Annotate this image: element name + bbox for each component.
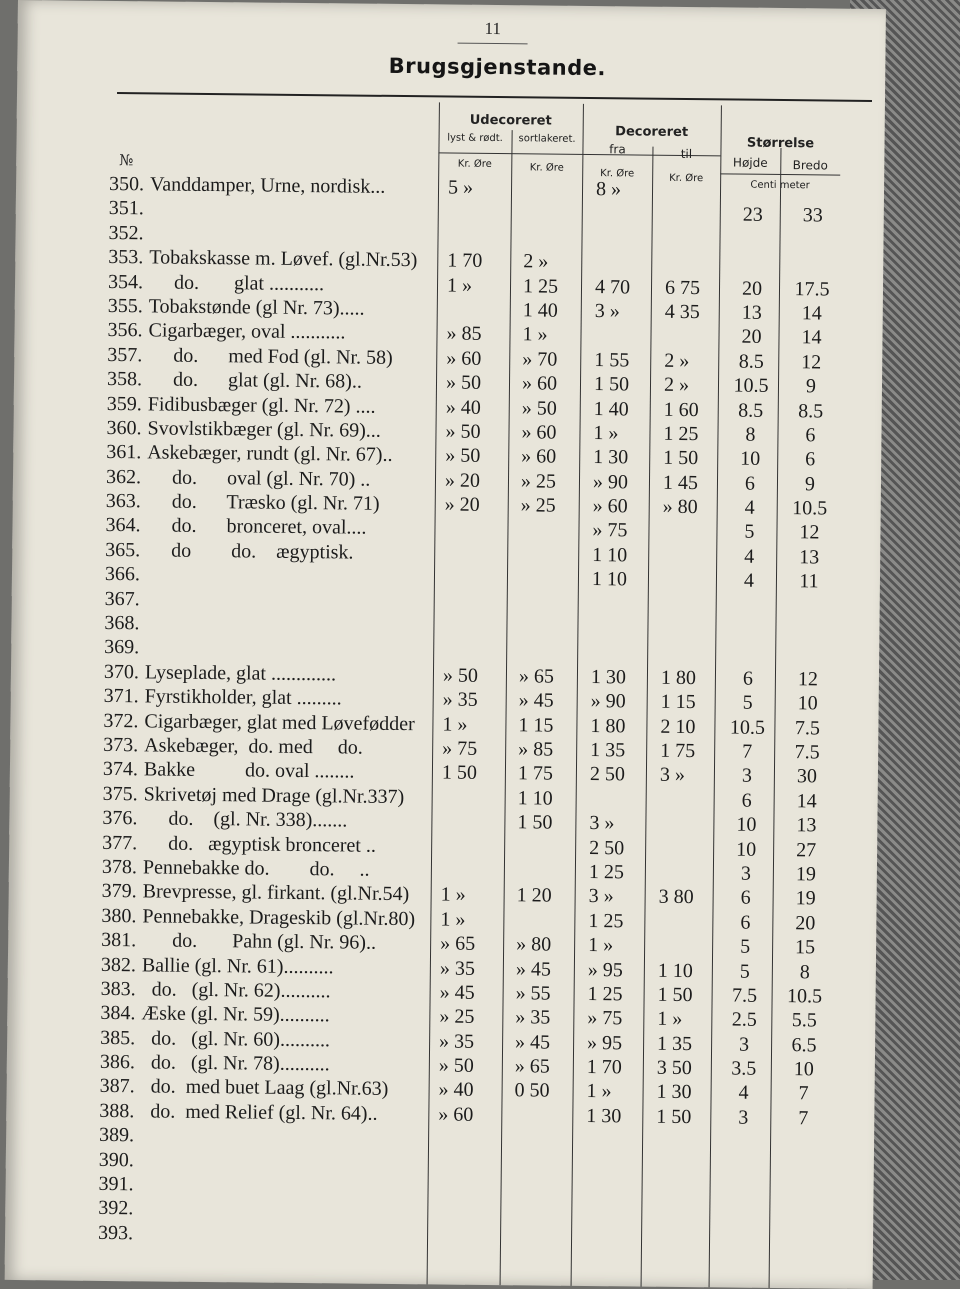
cell-h [728, 228, 778, 229]
cell-h: 3.5 [731, 1057, 757, 1080]
cell-no: 381. [101, 929, 137, 952]
cell-b: 7.5 [794, 741, 820, 764]
cell-desc: do. oval (gl. Nr. 70) .. [146, 466, 371, 491]
cell-no: 355. [107, 294, 143, 318]
cell-no: 371. [103, 685, 139, 708]
cell-h: 3 [738, 1033, 750, 1056]
cell-til: 1 60 [663, 398, 699, 421]
cell-desc: do. (gl. Nr. 60).......... [141, 1027, 331, 1051]
cell-h: 20 [741, 277, 763, 300]
header-kr-ore: Kr. Øre [600, 168, 635, 180]
cell-u2: » 55 [515, 982, 551, 1005]
cell-u1: » 20 [444, 493, 480, 516]
cell-desc: Lyseplade, glat ............. [144, 661, 337, 686]
cell-h: 20 [741, 325, 762, 349]
cell-fra: 1 10 [591, 568, 628, 591]
cell-fra: » 90 [590, 690, 626, 713]
cell-desc: Æske (gl. Nr. 59).......... [141, 1002, 330, 1027]
cell-fra: 1 35 [590, 739, 626, 762]
cell-desc: Pennebakke, Drageskib (gl.Nr.80) [142, 905, 416, 930]
cell-desc: do. glat (gl. Nr. 68).. [147, 368, 363, 393]
cell-h: 6 [742, 667, 754, 690]
cell-b: 9 [804, 472, 816, 496]
cell-u1: » 35 [442, 688, 478, 712]
cell-no: 361. [106, 441, 142, 464]
cell-no: 367. [104, 587, 140, 610]
cell-h: 3 [741, 764, 753, 788]
cell-h [724, 594, 774, 595]
cell-desc: Cigarbæger, glat med Løvefødder [144, 709, 415, 735]
cell-fra: » 75 [592, 519, 628, 542]
cell-no: 356. [107, 319, 143, 342]
header-kr-ore: Kr. Øre [669, 172, 704, 185]
cell-b: 20 [795, 911, 816, 935]
cell-h: 6 [740, 911, 751, 934]
cell-h: 10 [736, 813, 757, 836]
cell-b: 19 [795, 863, 817, 886]
cell-u2: » 50 [521, 396, 557, 420]
cell-fra: » 60 [592, 495, 628, 518]
cell-fra: » 95 [586, 1031, 623, 1055]
cell-no: 359. [106, 392, 142, 415]
cell-u2: » 65 [518, 665, 555, 688]
cell-til: 1 » [657, 1008, 683, 1031]
cell-u1: » 60 [438, 1103, 474, 1126]
cell-u1: » 75 [442, 737, 478, 760]
cell-h: 10 [740, 447, 761, 471]
cell-desc: Skrivetøj med Drage (gl.Nr.337) [143, 783, 405, 808]
cell-no: 360. [106, 416, 142, 440]
cell-u1: 1 » [442, 713, 468, 736]
cell-fra: 1 55 [594, 348, 630, 372]
cell-no: 369. [104, 636, 140, 659]
cell-h: 3 [740, 862, 752, 885]
cell-desc: Askebæger, rundt (gl. Nr. 67).. [147, 441, 393, 467]
cell-desc: do. Træsko (gl. Nr. 71) [146, 490, 380, 515]
cell-b: 8 [799, 960, 810, 983]
cell-h: 5 [744, 521, 755, 544]
cell-b [783, 643, 833, 644]
cell-fra: 4 70 [594, 275, 631, 298]
header-kr-ore: Kr. Øre [529, 162, 564, 174]
cell-u2: » 35 [515, 1006, 551, 1029]
cell-fra: 1 30 [590, 665, 627, 689]
cell-no: 391. [98, 1172, 134, 1196]
cell-no: 376. [102, 807, 138, 830]
cell-h: 5 [740, 935, 751, 958]
cell-no: 350. [108, 172, 145, 196]
cell-no: 390. [98, 1148, 134, 1171]
cell-desc: do. (gl. Nr. 62).......... [141, 978, 331, 1003]
cell-no: 351. [108, 197, 144, 220]
cell-til: 3 80 [658, 886, 694, 909]
cell-b: 14 [796, 789, 817, 813]
header-centimeter: Centi meter [750, 179, 810, 192]
cell-h: 8 [745, 423, 756, 446]
cell-h: 4 [738, 1082, 749, 1105]
cell-no: 383. [100, 977, 136, 1001]
cell-no: 370. [103, 660, 140, 684]
cell-h: 5 [739, 960, 750, 983]
cell-fra: 1 25 [588, 860, 625, 884]
cell-u2: 1 40 [522, 299, 558, 322]
cell-h: 6 [740, 886, 751, 910]
document-page [5, 0, 886, 1289]
cell-u1: » 50 [445, 371, 482, 394]
cell-b: 5.5 [791, 1009, 817, 1032]
cell-b [787, 253, 837, 254]
cell-h: 6 [741, 789, 752, 812]
cell-no: 388. [99, 1099, 135, 1123]
cell-u2: » 85 [518, 738, 554, 761]
cell-til: 1 35 [656, 1032, 693, 1055]
cell-h: 7.5 [732, 984, 758, 1007]
cell-h [718, 1155, 768, 1156]
cell-no: 392. [98, 1197, 134, 1220]
cell-fra: 1 40 [593, 397, 629, 420]
cell-b: 9 [805, 375, 817, 398]
cell-u1: 1 » [440, 883, 466, 907]
cell-fra: 1 80 [590, 714, 626, 737]
cell-u1: 1 » [440, 908, 466, 931]
cell-desc: do. bronceret, oval.... [146, 514, 367, 540]
cell-desc: Brevpresse, gl. firkant. (gl.Nr.54) [142, 880, 410, 906]
cell-b [777, 1229, 827, 1230]
cell-b [778, 1180, 828, 1181]
page-title: Brugsgjenstande. [388, 53, 607, 81]
cell-b: 12 [799, 521, 820, 544]
cell-desc: do. med Fod (gl. Nr. 58) [148, 344, 393, 369]
cell-b: 12 [801, 350, 822, 374]
cell-u2: » 65 [514, 1055, 550, 1078]
cell-desc: do. (gl. Nr. 338)....... [143, 807, 348, 832]
cell-til: 1 30 [656, 1081, 692, 1104]
cell-u1: » 20 [444, 469, 481, 492]
cell-desc: do. ægyptisk bronceret .. [143, 831, 377, 857]
cell-fra: 2 50 [589, 836, 625, 859]
cell-no: 362. [105, 465, 142, 489]
cell-no: 357. [107, 343, 143, 367]
cell-b [777, 1204, 827, 1205]
cell-u1: » 60 [446, 347, 482, 370]
title-rule [117, 92, 872, 102]
cell-u1: » 50 [438, 1054, 474, 1077]
cell-desc: Cigarbæger, oval ........... [148, 319, 346, 344]
cell-desc: Pennebakke do. do. .. [142, 856, 370, 881]
cell-u1: 1 » [446, 274, 473, 297]
cell-no: 374. [102, 758, 139, 781]
cell-fra: 1 » [593, 421, 619, 445]
cell-til: 1 15 [660, 690, 696, 714]
cell-u2: » 45 [515, 1030, 551, 1054]
cell-no: 382. [100, 953, 137, 976]
cell-u2: 1 25 [522, 274, 559, 298]
cell-til: 4 35 [664, 300, 700, 324]
cell-fra: 8 » [595, 178, 622, 201]
cell-b: 7 [798, 1107, 809, 1130]
cell-desc: Vanddamper, Urne, nordisk... [149, 173, 386, 198]
cell-fra: 1 25 [588, 909, 624, 933]
cell-no: 364. [105, 514, 141, 537]
cell-desc: Ballie (gl. Nr. 61).......... [141, 953, 334, 978]
cell-u2: » 60 [521, 445, 557, 468]
cell-no: 366. [104, 563, 141, 586]
cell-fra: » 95 [587, 958, 623, 981]
cell-fra: 1 70 [586, 1056, 622, 1079]
cell-b: 8.5 [798, 399, 824, 422]
cell-no: 372. [103, 709, 139, 732]
cell-b: 11 [799, 570, 819, 593]
cell-desc: Askebæger, do. med do. [144, 734, 363, 759]
cell-h: 6 [744, 472, 756, 495]
cell-b [784, 619, 834, 620]
cell-fra: 1 25 [587, 982, 623, 1006]
cell-fra: » 75 [587, 1007, 623, 1030]
cell-h [718, 1131, 768, 1132]
cell-u1: 5 » [447, 176, 474, 199]
cell-h [717, 1228, 767, 1229]
cell-u2: » 45 [515, 957, 551, 981]
cell-h [728, 179, 778, 180]
cell-til: 1 50 [663, 447, 699, 470]
header-bredde: Bredo [792, 158, 829, 173]
cell-no: 393. [97, 1221, 134, 1245]
cell-no: 365. [105, 538, 141, 562]
header-storrelse: Størrelse [746, 135, 815, 152]
cell-fra: » 90 [592, 470, 629, 494]
cell-til: 1 80 [660, 666, 697, 689]
cell-b: 10.5 [792, 497, 828, 520]
cell-b: 17.5 [794, 277, 830, 301]
cell-h: 2.5 [731, 1008, 757, 1032]
cell-b: 10.5 [786, 984, 823, 1008]
cell-til: 2 » [663, 373, 690, 397]
cell-h: 10 [736, 838, 757, 861]
cell-no: 387. [99, 1075, 135, 1098]
cell-b: 10 [793, 1058, 814, 1081]
cell-til: 1 50 [657, 983, 693, 1007]
header-decoreret: Decoreret [615, 124, 689, 141]
cell-b [778, 1156, 828, 1157]
cell-b: 10 [797, 692, 818, 715]
cell-b: 14 [801, 302, 822, 325]
cell-til: 2 » [664, 349, 690, 372]
cell-desc: do. Pahn (gl. Nr. 96).. [142, 929, 377, 954]
cell-u2: » 25 [520, 469, 557, 493]
cell-u1: » 45 [439, 981, 475, 1004]
header-hojde: Højde [732, 155, 768, 170]
cell-u1: » 85 [446, 322, 482, 346]
header-udecoreret: Udecoreret [469, 112, 552, 129]
header-kr-ore: Kr. Øre [457, 158, 492, 170]
cell-til: 3 50 [656, 1056, 692, 1080]
cell-h [727, 253, 777, 254]
cell-desc: Bakke do. oval ........ [143, 758, 355, 783]
cell-til: 2 10 [660, 715, 696, 738]
cell-h: 5 [742, 691, 753, 714]
cell-u2: 1 15 [518, 713, 554, 737]
cell-u1: 1 70 [447, 249, 483, 273]
cell-b [784, 595, 834, 596]
cell-til: 1 50 [656, 1105, 692, 1128]
cell-til: » 80 [662, 495, 698, 519]
cell-u1: » 50 [445, 420, 481, 443]
cell-u2: » 80 [516, 933, 552, 956]
cell-u2: » 45 [518, 689, 554, 712]
cell-u2: 0 50 [514, 1079, 550, 1103]
cell-b: 33 [802, 204, 823, 227]
cell-desc: do do. ægyptisk. [146, 539, 354, 564]
cell-u1: » 35 [439, 1030, 475, 1053]
header-number-sign: № [119, 151, 134, 170]
cell-fra: 1 50 [593, 373, 630, 396]
cell-b: 6 [805, 448, 816, 471]
cell-desc: Tobakstønde (gl Nr. 73)..... [148, 295, 365, 320]
cell-h: 10.5 [729, 716, 766, 739]
cell-h: 8.5 [738, 399, 764, 422]
cell-desc: Fyrstikholder, glat ......... [144, 685, 342, 710]
cell-fra: 3 » [589, 812, 615, 835]
cell-fra: 3 » [594, 300, 620, 323]
cell-b: 6 [805, 424, 816, 447]
cell-h [718, 1179, 768, 1180]
header-til: til [680, 146, 693, 162]
cell-b: 27 [796, 838, 817, 861]
cell-til: 1 25 [663, 422, 699, 446]
cell-fra: 1 30 [593, 446, 629, 469]
cell-h: 10.5 [733, 374, 769, 398]
cell-h: 8.5 [738, 350, 764, 373]
cell-u2: 1 20 [516, 884, 552, 907]
cell-desc: Svovlstikbæger (gl. Nr. 69)... [147, 417, 381, 442]
cell-no: 378. [101, 855, 138, 879]
header-fra: fra [609, 142, 626, 157]
cell-no: 377. [102, 831, 138, 854]
cell-no: 353. [108, 246, 144, 269]
cell-no: 385. [100, 1026, 136, 1049]
cell-til: 3 » [659, 764, 686, 787]
cell-desc: do. med Relief (gl. Nr. 64).. [140, 1100, 378, 1125]
cell-b: 30 [796, 765, 818, 788]
cell-b: 7.5 [794, 716, 821, 740]
cell-no: 386. [99, 1050, 135, 1074]
cell-u1: » 40 [445, 396, 481, 419]
cell-b: 12 [797, 668, 819, 691]
cell-desc: do. (gl. Nr. 78).......... [140, 1051, 330, 1076]
cell-u2: 1 » [522, 323, 548, 346]
cell-fra: 2 50 [589, 763, 626, 786]
cell-u2: » 60 [521, 421, 557, 444]
cell-no: 389. [99, 1124, 135, 1147]
cell-u2: » 60 [521, 372, 558, 395]
cell-b: 14 [801, 326, 822, 349]
cell-no: 373. [103, 733, 139, 757]
cell-h: 3 [738, 1106, 749, 1129]
cell-no: 354. [107, 270, 144, 293]
cell-b: 19 [795, 887, 816, 910]
cell-u2: 1 75 [517, 762, 554, 786]
cell-u1: 1 50 [441, 761, 478, 785]
header-lyst: lyst & rødt. [447, 132, 503, 145]
cell-h: 7 [742, 740, 753, 763]
cell-desc: do. med buet Laag (gl.Nr.63) [140, 1075, 389, 1101]
cell-desc: Fidibusbæger (gl. Nr. 72) .... [147, 392, 376, 418]
cell-u2: » 70 [522, 348, 558, 371]
cell-h: 4 [744, 496, 755, 519]
cell-desc: Tobakskasse m. Løvef. (gl.Nr.53) [149, 246, 418, 272]
cell-no: 379. [101, 880, 137, 903]
cell-u1: » 65 [440, 932, 476, 955]
cell-h: 4 [743, 569, 755, 592]
cell-b [788, 229, 838, 230]
cell-fra: 1 30 [586, 1104, 622, 1128]
cell-u1: » 50 [445, 444, 481, 468]
header-sortlakeret: sortlakeret. [518, 133, 576, 145]
cell-no: 384. [100, 1002, 136, 1025]
cell-b: 13 [799, 546, 820, 569]
cell-til: 1 10 [657, 959, 693, 982]
cell-h: 13 [741, 301, 762, 324]
cell-h [724, 618, 774, 619]
cell-h: 23 [742, 203, 763, 227]
cell-u1: » 40 [438, 1078, 474, 1102]
cell-b: 13 [796, 814, 817, 837]
item-table [5, 172, 884, 1254]
cell-u1: » 35 [439, 956, 476, 980]
cell-til: 6 75 [664, 276, 701, 299]
cell-fra: 1 » [588, 934, 614, 957]
cell-b: 7 [798, 1082, 809, 1105]
cell-no: 375. [102, 782, 138, 806]
cell-h: 4 [744, 545, 755, 568]
cell-u2: 1 50 [517, 811, 553, 834]
cell-h [723, 643, 773, 644]
cell-u1: » 25 [439, 1005, 475, 1029]
cell-no: 380. [101, 904, 137, 928]
cell-u2: 2 » [523, 250, 549, 273]
cell-no: 352. [108, 221, 144, 245]
cell-no: 368. [104, 611, 140, 635]
cell-til: 1 75 [660, 739, 696, 763]
cell-no: 363. [105, 490, 141, 513]
cell-u2: 1 10 [517, 787, 553, 810]
cell-til: 1 45 [662, 471, 699, 494]
cell-b [778, 1131, 828, 1132]
cell-u2: » 25 [520, 494, 556, 517]
cell-h [717, 1204, 767, 1205]
cell-b: 15 [795, 936, 816, 959]
cell-u1: » 50 [442, 664, 479, 687]
cell-desc: do. glat ........... [148, 270, 325, 295]
cell-no: 358. [106, 368, 143, 391]
cell-b [788, 180, 838, 181]
cell-fra: 1 10 [592, 543, 628, 567]
cell-b: 6.5 [791, 1033, 817, 1057]
cell-fra: 1 » [586, 1080, 612, 1103]
page-number: 11 [458, 19, 528, 45]
cell-fra: 3 » [588, 885, 614, 908]
